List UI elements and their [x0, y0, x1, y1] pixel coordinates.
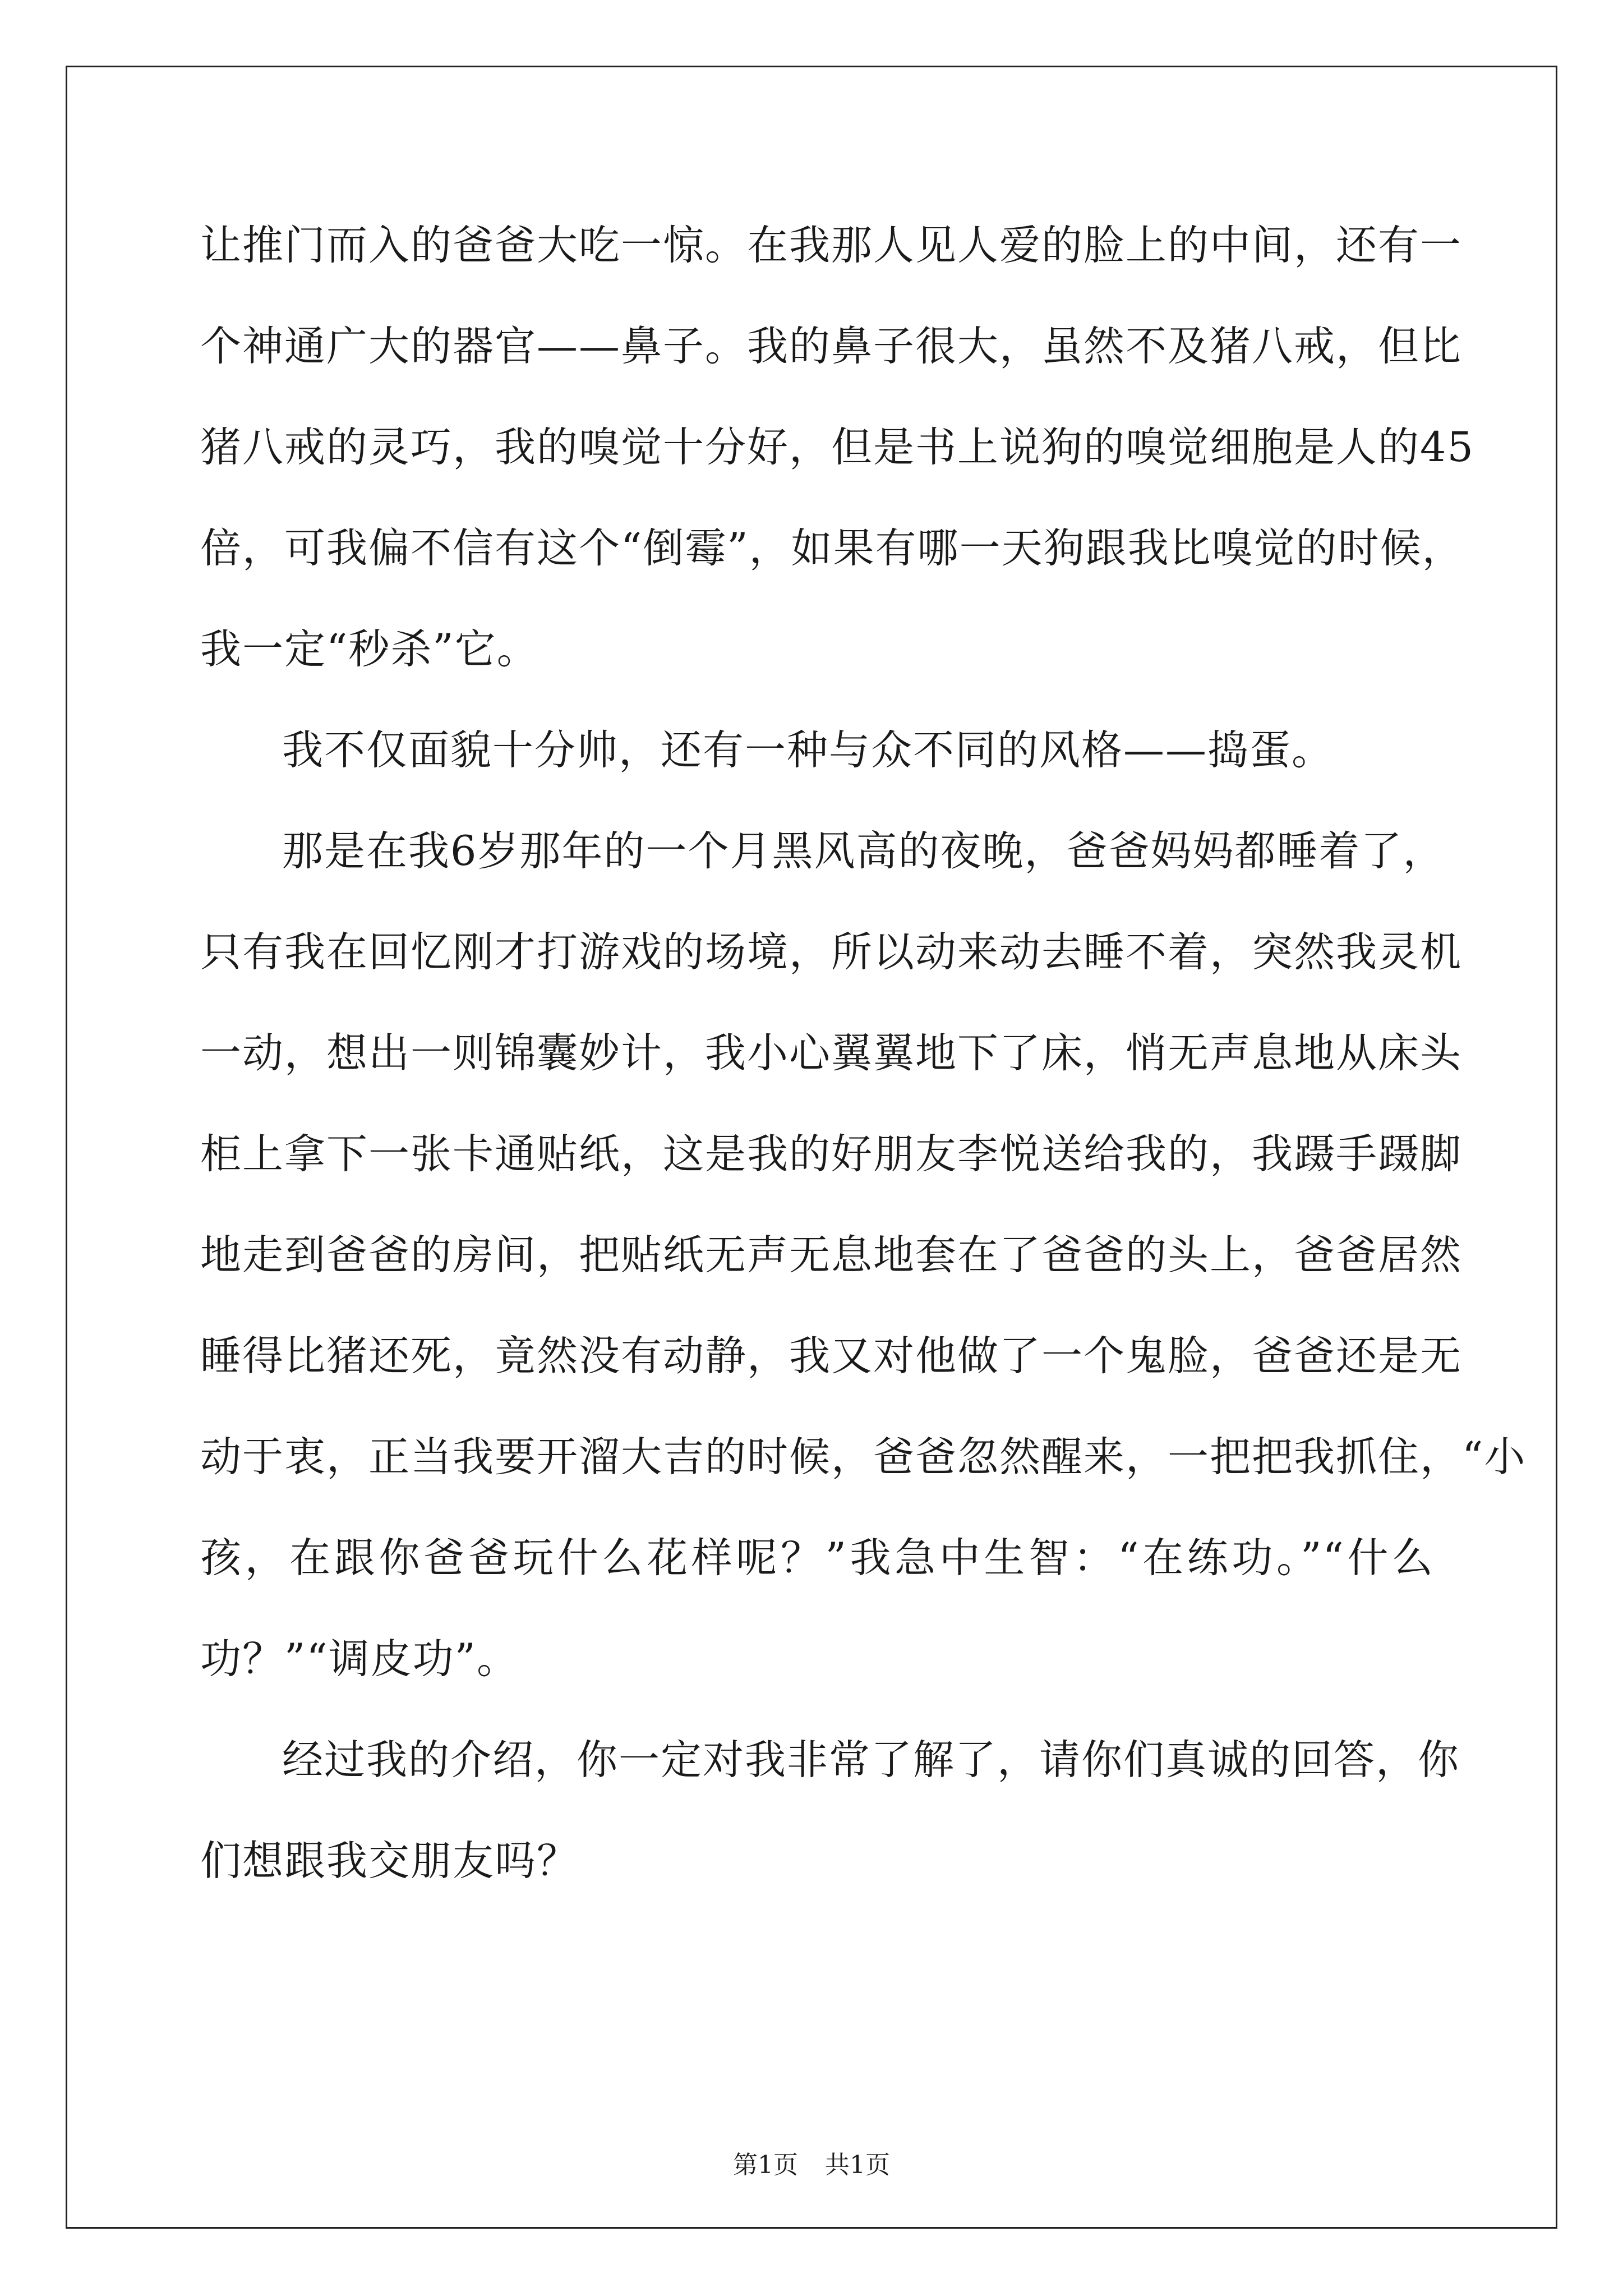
text-line: 我不仅面貌十分帅，还有一种与众不同的风格——捣蛋。 — [282, 726, 1334, 774]
text-line: 睡得比猪还死，竟然没有动静，我又对他做了一个鬼脸，爸爸还是无 — [200, 1332, 1462, 1380]
page-number-current: 第1页 — [733, 2151, 798, 2179]
text-line: 动于衷，正当我要开溜大吉的时候，爸爸忽然醒来，一把把我抓住，“小 — [200, 1433, 1527, 1481]
text-line: 只有我在回忆刚才打游戏的场境，所以动来动去睡不着，突然我灵机 — [200, 928, 1462, 976]
text-line: 们想跟我交朋友吗？ — [200, 1837, 579, 1885]
text-line: 猪八戒的灵巧，我的嗅觉十分好，但是书上说狗的嗅觉细胞是人的45 — [200, 424, 1474, 471]
text-line: 功？”“调皮功”。 — [200, 1635, 519, 1683]
page-number-total: 共1页 — [825, 2151, 890, 2179]
text-line: 地走到爸爸的房间，把贴纸无声无息地套在了爸爸的头上，爸爸居然 — [200, 1231, 1462, 1279]
text-line: 孩，在跟你爸爸玩什么花样呢？”我急中生智：“在练功。”“什么 — [200, 1534, 1434, 1582]
page-footer — [0, 2148, 1623, 2182]
text-line: 那是在我6岁那年的一个月黑风高的夜晚，爸爸妈妈都睡着了， — [282, 827, 1445, 875]
text-line: 让推门而入的爸爸大吃一惊。在我那人见人爱的脸上的中间，还有一 — [200, 222, 1462, 269]
text-line: 一动，想出一则锦囊妙计，我小心翼翼地下了床，悄无声息地从床头 — [200, 1029, 1462, 1077]
text-line: 个神通广大的器官——鼻子。我的鼻子很大，虽然不及猪八戒，但比 — [200, 323, 1462, 370]
text-line: 柜上拿下一张卡通贴纸，这是我的好朋友李悦送给我的，我蹑手蹑脚 — [200, 1130, 1462, 1178]
text-line: 倍，可我偏不信有这个“倒霉”，如果有哪一天狗跟我比嗅觉的时候， — [200, 524, 1464, 572]
text-line: 经过我的介绍，你一定对我非常了解了，请你们真诚的回答，你 — [282, 1736, 1460, 1784]
text-line: 我一定“秒杀”它。 — [200, 625, 539, 673]
